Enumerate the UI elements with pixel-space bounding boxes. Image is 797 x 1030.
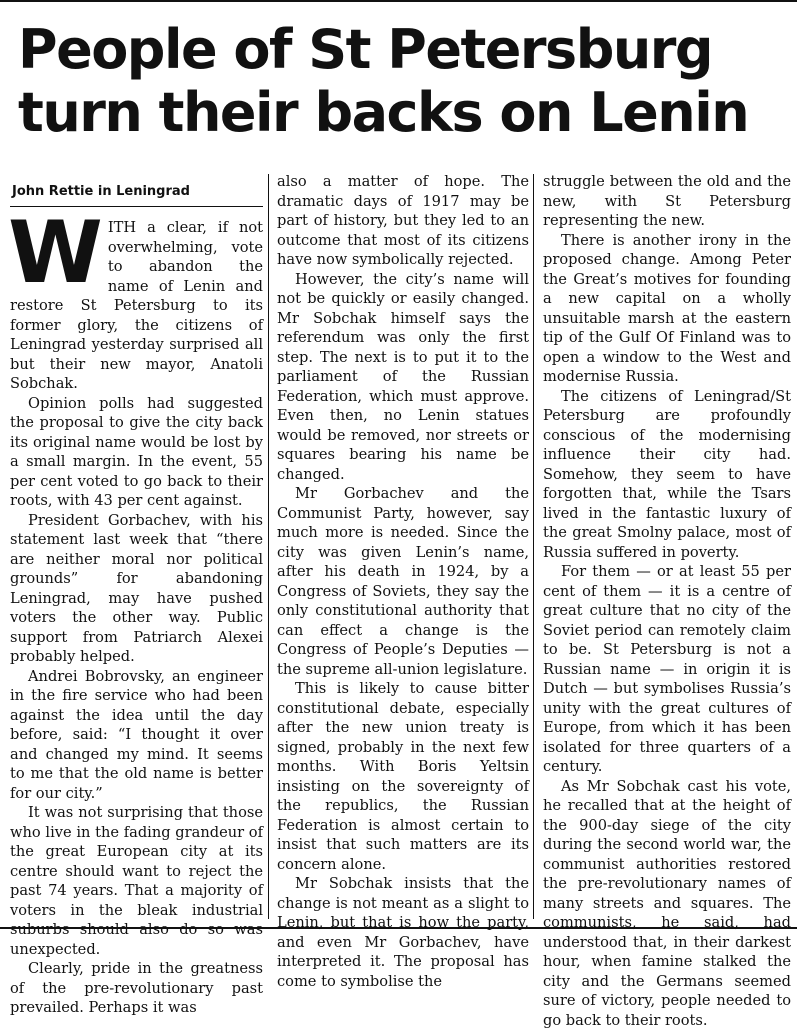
headline-line-2: turn their backs on Lenin: [18, 81, 789, 144]
paragraph: For them — or at least 55 per cent of them — it is a centre of great culture that no city of the Soviet period can remotely claim to be. St Petersburg is not a Russian name — in origin it is Dutch — but symbolises Russia’s unity with the great cultures of Europe, from which it has been isolated for three quarters of a century.: [543, 562, 791, 777]
paragraph: It was not surprising that those who live in the fading grandeur of the great European city at its centre should want to reject the past 74 years. That a majority of voters in the bleak industrial suburbs should also do so was unexpected.: [10, 803, 263, 959]
paragraph: Opinion polls had suggested the proposal to give the city back its original name would be lost by a small margin. In the event, 55 per cent voted to go back to their roots, with 43 per cent against.: [10, 394, 263, 511]
paragraph: Clearly, pride in the greatness of the pre-revolutionary past prevailed. Perhaps it was: [10, 959, 263, 1018]
paragraph: However, the city’s name will not be quickly or easily changed. Mr Sobchak himself says the referendum was only the first step. The next is to put it to the parliament of the Russian Federation, which must approve. Even then, no Lenin statues would be removed, nor streets or squares bearing his name be changed.: [277, 270, 529, 485]
headline-line-1: People of St Petersburg: [18, 18, 789, 81]
headline: [0, 2, 797, 144]
paragraph: This is likely to cause bitter constitutional debate, especially after the new union treaty is signed, probably in the next few months. With Boris Yeltsin insisting on the sovereignty of the republics, the Russian Federation is almost certain to insist that such matters are its concern alone.: [277, 679, 529, 874]
paragraph: also a matter of hope. The dramatic days of 1917 may be part of history, but they led to an outcome that most of its citizens have now symbolically rejected.: [277, 172, 529, 270]
paragraph: struggle between the old and the new, with St Petersburg representing the new.: [543, 172, 791, 231]
paragraph: Mr Sobchak insists that the change is not meant as a slight to Lenin, but that is how the party, and even Mr Gorbachev, have interpreted it. The proposal has come to symbolise the: [277, 874, 529, 991]
paragraph: There is another irony in the proposed change. Among Peter the Great’s motives for founding a new capital on a wholly unsuitable marsh at the eastern tip of the Gulf Of Finland was to open a window to the West and modernise Russia.: [543, 231, 791, 387]
paragraph: President Gorbachev, with his statement last week that “there are neither moral nor political grounds” for abandoning Leningrad, may have pushed voters the other way. Public support from Patriarch Alexei probably helped.: [10, 511, 263, 667]
paragraph: The citizens of Leningrad/St Petersburg are profoundly conscious of the modernising influence their city had. Somehow, they seem to have forgotten that, while the Tsars lived in the fantastic luxury of the great Smolny palace, most of Russia suffered in poverty.: [543, 387, 791, 563]
lead-paragraph: [10, 218, 263, 394]
lead-text: ITH a clear, if not overwhelming, vote to abandon the name of Lenin and restore St Petersburg to its former glory, the citizens of Leningrad yesterday surprised all but their new mayor, Anatoli Sobchak.: [10, 219, 263, 392]
column-1: [6, 172, 269, 921]
paragraph: Andrei Bobrovsky, an engineer in the fire service who had been against the idea until the day before, said: “I thought it over and changed my mind. It seems to me that the old name is better for our city.”: [10, 667, 263, 804]
column-3: [535, 172, 793, 921]
paragraph: As Mr Sobchak cast his vote, he recalled that at the height of the 900-day siege of the city during the second world war, the communist authorities restored the pre-revolutionary names of many streets and squares. The communists, he said, had understood that, in their darkest hour, when famine stalked the city and the Germans seemed sure of victory, people needed to go back to their roots.: [543, 777, 791, 1030]
paragraph: Mr Gorbachev and the Communist Party, however, say much more is needed. Since the city was given Lenin’s name, after his death in 1924, by a Congress of Soviets, they say the only constitutional authority that can effect a change is the Congress of People’s Deputies — the supreme all-union legislature.: [277, 484, 529, 679]
byline: John Rettie in Leningrad: [10, 172, 263, 207]
article-columns: [6, 172, 793, 921]
drop-cap: W: [8, 220, 103, 286]
column-2: [269, 172, 535, 921]
